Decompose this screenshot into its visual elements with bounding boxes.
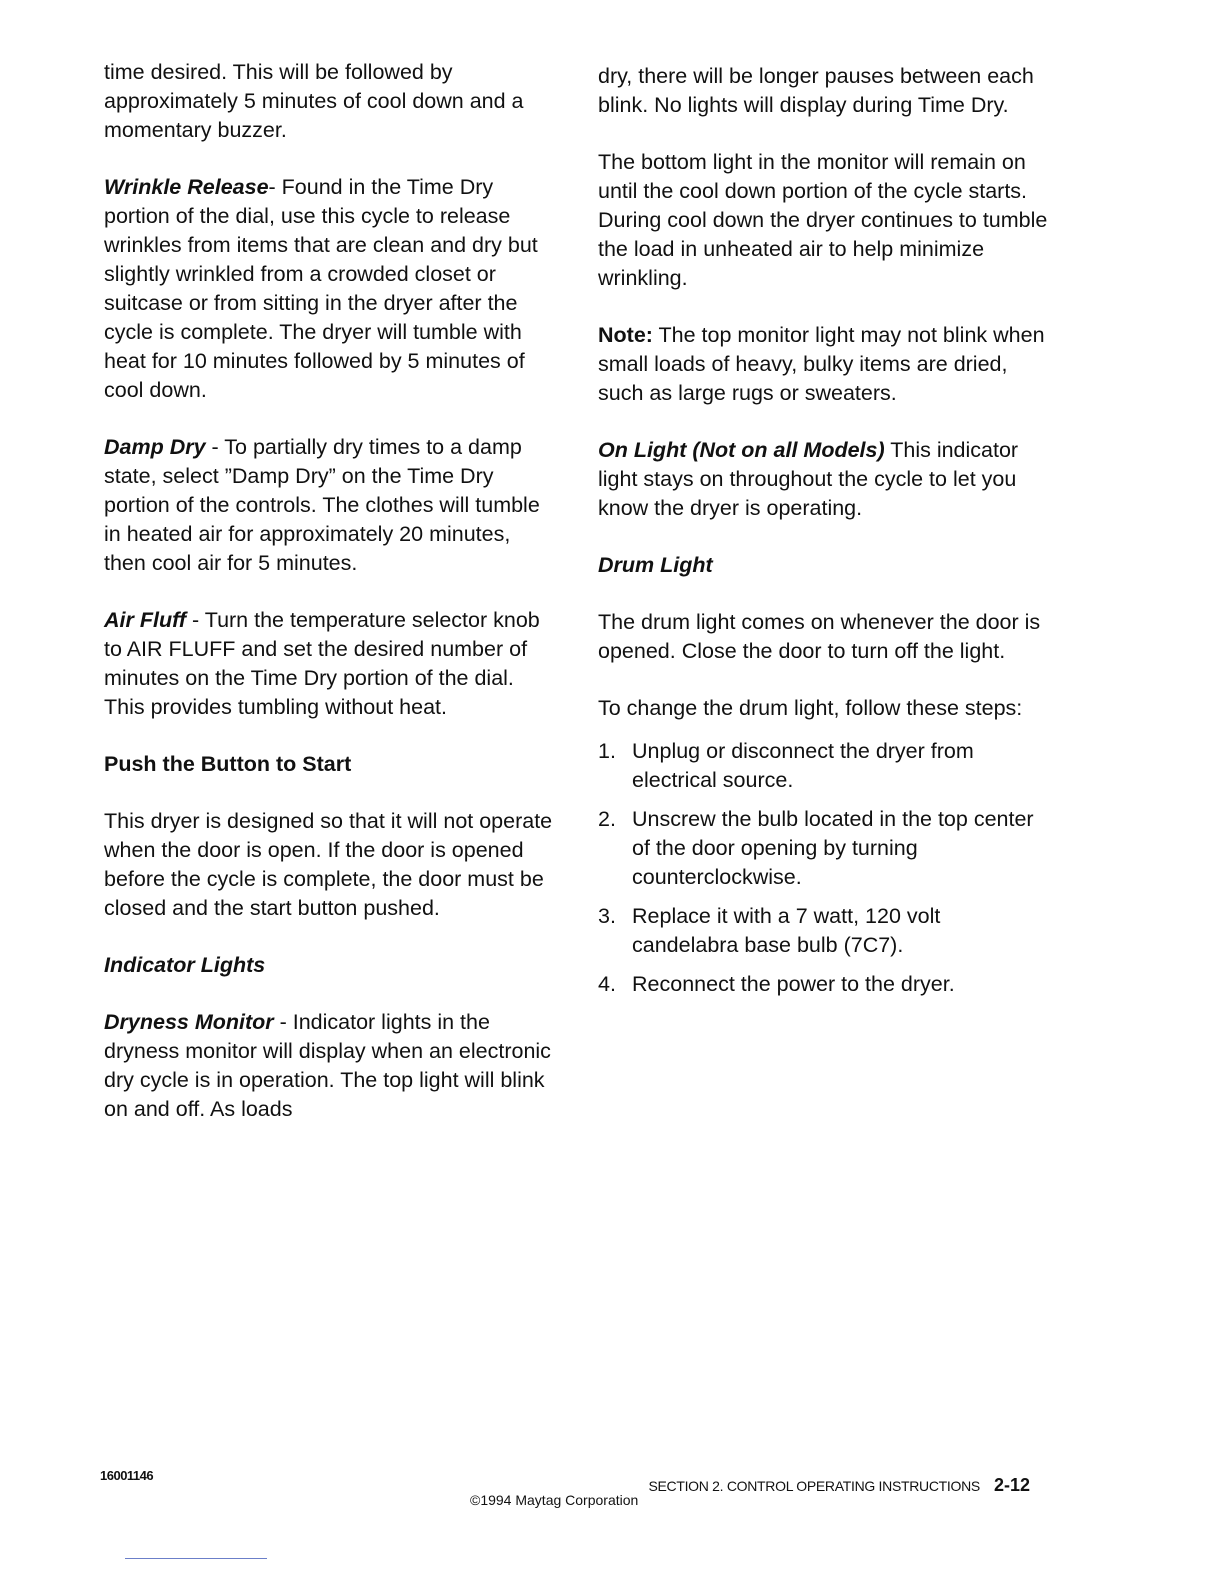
step-text: Replace it with a 7 watt, 120 volt candelabra base bulb (7C7). [632, 904, 941, 957]
scan-edge-line [125, 1558, 267, 1559]
right-column [598, 62, 1048, 1009]
paragraph-change-drum-light: To change the drum light, follow these steps: [598, 696, 1023, 720]
damp-dry-title: Damp Dry [104, 435, 206, 459]
step-text: Unscrew the bulb located in the top center of the door opening by turning counterclockwise. [632, 807, 1034, 889]
list-item [598, 737, 1048, 795]
push-button-heading: Push the Button to Start [104, 752, 352, 776]
paragraph-blink-pauses: dry, there will be longer pauses between each blink. No lights will display during Time Dry. [598, 64, 1034, 117]
paragraph-drum-light: The drum light comes on whenever the door is opened. Close the door to turn off the light. [598, 610, 1041, 663]
paragraph-bottom-light: The bottom light in the monitor will remain on until the cool down portion of the cycle starts. During cool down the dryer continues to tumble the load in unheated air to help minimize wrinkling. [598, 150, 1048, 290]
list-item [598, 970, 1048, 999]
step-number: 1. [598, 739, 616, 763]
step-text: Reconnect the power to the dryer. [632, 972, 955, 996]
air-fluff-title: Air Fluff [104, 608, 187, 632]
on-light-title: On Light (Not on all Models) [598, 438, 885, 462]
paragraph-push-button: This dryer is designed so that it will not operate when the door is open. If the door is opened before the cycle is complete, the door must be closed and the start button pushed. [104, 809, 553, 920]
paragraph-dryness-monitor [104, 1008, 554, 1124]
note-label: Note: [598, 323, 653, 347]
paragraph-wrinkle-release [104, 173, 554, 405]
paragraph-note [598, 321, 1048, 408]
paragraph-air-fluff [104, 606, 554, 722]
air-fluff-text: - Turn the temperature selector knob to AIR FLUFF and set the desired number of minutes on the Time Dry portion of the dial. This provides tumbling without heat. [104, 608, 540, 719]
damp-dry-text: - To partially dry times to a damp state, select ”Damp Dry” on the Time Dry portion of the controls. The clothes will tumble in heated air for approximately 20 minutes, then cool air for 5 minutes. [104, 435, 540, 575]
step-text: Unplug or disconnect the dryer from electrical source. [632, 739, 974, 792]
paragraph-cool-down: time desired. This will be followed by approximately 5 minutes of cool down and a momentary buzzer. [104, 60, 524, 142]
page-number: 2-12 [993, 1475, 1030, 1495]
paragraph-damp-dry [104, 433, 554, 578]
on-light-text: This indicator light stays on throughout the cycle to let you know the dryer is operating. [598, 438, 1019, 520]
left-column [104, 58, 554, 1152]
dryness-monitor-text: - Indicator lights in the dryness monitor will display when an electronic dry cycle is in operation. The top light will blink on and off. As loads [104, 1010, 551, 1121]
section-title: SECTION 2. CONTROL OPERATING INSTRUCTIONS [648, 1478, 980, 1494]
step-number: 4. [598, 972, 616, 996]
copyright: ©1994 Maytag Corporation [470, 1492, 639, 1508]
drum-light-heading: Drum Light [598, 553, 713, 577]
step-number: 2. [598, 807, 616, 831]
step-number: 3. [598, 904, 616, 928]
indicator-lights-heading: Indicator Lights [104, 953, 266, 977]
paragraph-on-light [598, 436, 1048, 523]
list-item [598, 902, 1048, 960]
wrinkle-release-text: - Found in the Time Dry portion of the dial, use this cycle to release wrinkles from items that are clean and dry but slightly wrinkled from a crowded closet or suitcase or from sitting in the dryer after the cycle is complete. The dryer will tumble with heat for 10 minutes followed by 5 minutes of cool down. [104, 175, 538, 402]
list-item [598, 805, 1048, 892]
note-text: The top monitor light may not blink when small loads of heavy, bulky items are dried, such as large rugs or sweaters. [598, 323, 1045, 405]
steps-list [598, 737, 1048, 999]
wrinkle-release-title: Wrinkle Release [104, 175, 269, 199]
dryness-monitor-title: Dryness Monitor [104, 1010, 274, 1034]
document-number: 16001146 [100, 1468, 154, 1483]
